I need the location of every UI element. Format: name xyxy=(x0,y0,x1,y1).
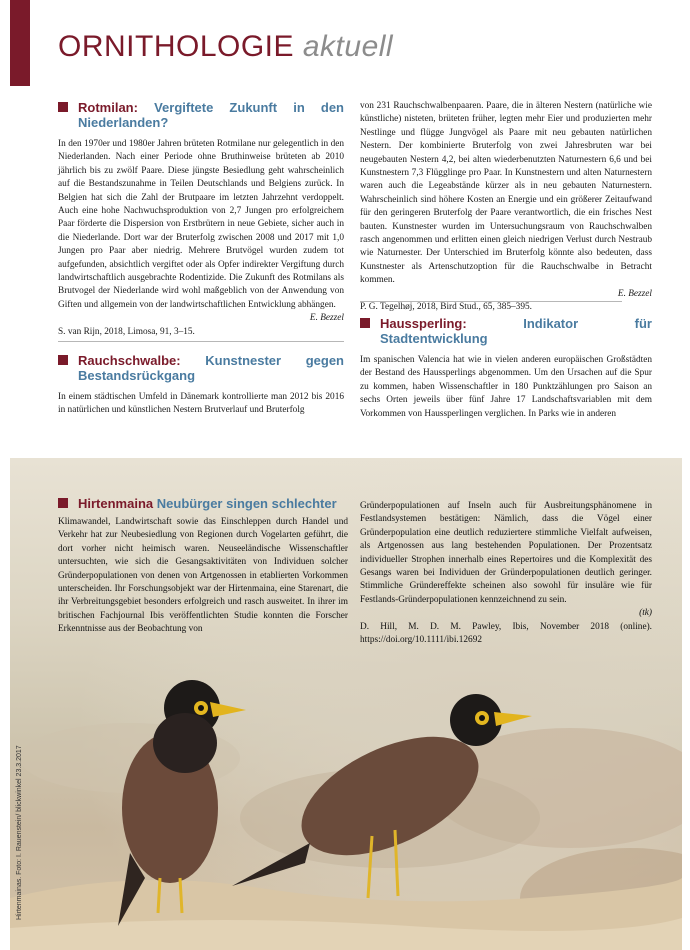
article-body: Im spanischen Valencia hat wie in vielen anderen europäischen Großstädten der Bestand des Haussperlings abgenommen. Um den Ursachen auf die Spur zu kommen, haben Wissenschaftler in 180 Punktzählungen pro Saison an sechs Orten jeweils über fünf Jahre 17 Landschaftsvariablen mit dem Vorkommen von Haussperlingen verglichen. In Parks wie in anderen xyxy=(360,355,652,419)
masthead-main: ORNITHOLOGIE xyxy=(58,30,295,63)
article-body-part1: Klimawandel, Landwirtschaft sowie das Einschleppen durch Handel und Verkehr hat zur Neubesiedlung von Regionen durch Vogelarten geführt, die dort vorher nicht heimisch waren. Neuseeländische Wissenschaftler untersuchten, wie sich die Gesangsaktivitäten von Individuen solcher Gründerpopulationen von denen von Artgenossen in etablierten Vorkommen unterscheiden. Ihr Forschungsobjekt war der Hirtenmaina, eine Starenart, die ihr Verbreitungsgebiet besonders erfolgreich und rasch ausweitet. In ihrer im britischen Fachjournal Ibis veröffentlichten Studie konnten die Forscher Erkenntnisse aus der Beobachtung von xyxy=(58,517,348,635)
article-rauchschwalbe xyxy=(58,353,344,418)
article-body-part2: von 231 Rauchschwalbenpaaren. Paare, die in älteren Nestern (natürliche wie künstliche) nisteten, brüteten früher, legten mehr Eier und produzierten mehr Nestlinge und flügge Jungvögel als Paare mit neu gebauten natürlichen Nestern. Der kombinierte Bruterfolg von zwei Jahresbruten war bei neugebauten Nestern 4,2, bei alten wiederbenutzten Naturnestern 6,6 und bei Kunstnestern 7,3 Flügglinge pro Paar. In Kunstnestern und alten Naturnestern waren auch die Legeabstände kürzer als in neu gebauten Naturnestern. Wahrscheinlich sind höhere Kosten an Energie und ein größerer Zeitaufwand für den geringeren Bruterfolg der Paare verantwortlich, die ein frisches Nest bauten. Kunstnester wurden im Untersuchungsraum von Rauchschwalben rasch angenommen und erlitten einen gleich niedrigen Verlust durch Nestraub wie Naturnester. Der Unterschied im Bruterfolg könnte also bedeuten, dass Kunstnester als Artenschutzoption für die Rauchschwalbe in Betracht kommen. xyxy=(360,101,652,286)
heading-square-icon xyxy=(58,498,68,508)
article-body: In den 1970er und 1980er Jahren brüteten Rotmilane nur gelegentlich in den Niederlanden. Nach einer Periode ohne Bruthinweise brüteten ab 2010 jährlich bis zu zwölf Paare. Diese jüngste Besiedlung geht wahrscheinlich auf die Bestandszunahme in Teilen Deutschlands und Belgiens zurück. In Belgien hat sich die Zahl der Brutpaare im letzten Jahrzehnt verdoppelt. Auch eine hohe Nachwuchsproduktion von 2,7 Jungen pro erfolgreichem Paar förderte die Dispersion von Erstbrütern in neue Gebiete, sicher auch in die Niederlande. Dort war der Bruterfolg zwischen 2008 und 2017 mit 1,0 Jungen pro Paar aber niedrig. Mehrere Brutvögel wurden zudem tot aufgefunden, absichtlich vergiftet oder als Opfer indirekter Vergiftung durch landwirtschaftlich ausgebrachte Rodentizide. Die Zukunft des Rotmilans als Brutvogel der Niederlande wird wohl maßgeblich von der Anwendung von Giften und allgemein von der landwirtschaftlichen Entwicklung abhängen. xyxy=(58,139,344,310)
article-body-part1: In einem städtischen Umfeld in Dänemark kontrollierte man 2012 bis 2016 in natürlichen und künstlichen Nestern Brutverlauf und Bruterfolg xyxy=(58,392,344,416)
article-body-part2: Gründerpopulationen auf Inseln auch für Ausbreitungsphänomene in Festlandsystemen bestätigen: Nämlich, dass die Vögel einer Gründerpopulation eine deutlich reduziertere stimmliche Vielfalt aufweisen, als Artgenossen aus lang bestehenden Populationen. Der Prozentsatz individueller Strophen innerhalb eines Repertoires und die Komplexität des Gesangs waren bei Individuen der Gründerpopulationen deutlich geringer. Stimmliche Gründereffekte scheinen also sowohl für insuläre wie für Festlands-Gründerpopulationen kennzeichnend zu sein. xyxy=(360,501,652,605)
article-author: E. Bezzel xyxy=(617,288,652,299)
masthead-sub: aktuell xyxy=(302,30,394,63)
article-rauchschwalbe-continued xyxy=(360,100,652,315)
mynah-photo xyxy=(10,458,682,950)
section-masthead xyxy=(58,30,393,64)
article-hirtenmaina xyxy=(58,496,348,637)
heading-square-icon xyxy=(58,355,68,365)
section-color-tab xyxy=(10,0,30,86)
divider xyxy=(58,341,344,342)
article-haussperling xyxy=(360,316,652,421)
heading-square-icon xyxy=(58,102,68,112)
article-author: E. Bezzel xyxy=(309,313,344,324)
photo-credit: Hirtenmainas. Foto: I. Rauenstein/ blickwinkel 23.3.2017 xyxy=(16,745,23,920)
article-rotmilan xyxy=(58,100,344,339)
article-heading: Haussperling: Indikator für Stadtentwicklung xyxy=(360,316,652,346)
article-source: P. G. Tegelhøj, 2018, Bird Stud., 65, 385–395. xyxy=(360,302,532,313)
article-source: S. van Rijn, 2018, Limosa, 91, 3–15. xyxy=(58,326,195,337)
article-heading: Rauchschwalbe: Kunstnester gegen Bestandsrückgang xyxy=(58,353,344,383)
article-hirtenmaina-continued xyxy=(360,500,652,647)
article-source: D. Hill, M. D. M. Pawley, Ibis, November 2018 (online). https://doi.org/10.1111/ibi.12692 xyxy=(360,621,652,646)
heading-square-icon xyxy=(360,318,370,328)
article-heading: Rotmilan: Vergiftete Zukunft in den Niederlanden? xyxy=(58,100,344,130)
article-author: (tk) xyxy=(639,608,652,619)
divider xyxy=(360,301,622,302)
article-heading: Hirtenmaina Neubürger singen schlechter xyxy=(58,496,348,511)
